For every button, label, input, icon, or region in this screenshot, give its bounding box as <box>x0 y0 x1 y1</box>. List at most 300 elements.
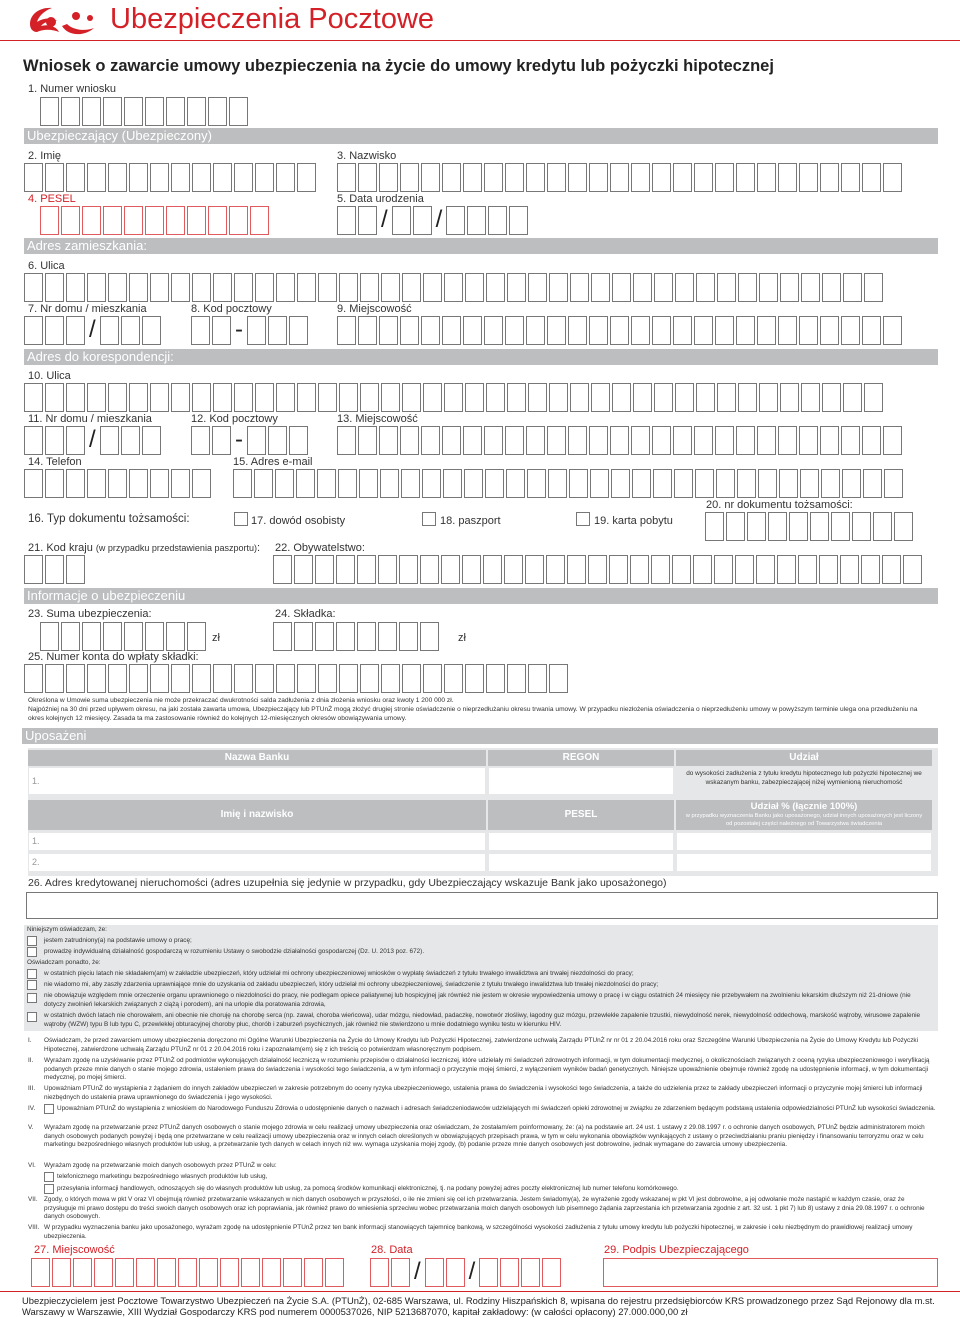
char-box[interactable] <box>129 383 148 412</box>
char-box[interactable] <box>24 316 43 345</box>
char-box[interactable] <box>506 469 525 498</box>
char-box[interactable] <box>528 273 547 302</box>
char-box[interactable] <box>213 664 232 693</box>
char-box[interactable] <box>297 163 316 192</box>
char-box[interactable] <box>192 383 211 412</box>
char-box[interactable] <box>443 469 462 498</box>
char-box[interactable] <box>262 1258 281 1287</box>
char-box[interactable] <box>757 163 776 192</box>
char-box[interactable] <box>212 426 231 455</box>
char-box[interactable] <box>40 622 59 651</box>
char-box[interactable] <box>399 555 418 584</box>
char-box[interactable] <box>66 163 85 192</box>
char-box[interactable] <box>108 273 127 302</box>
char-box[interactable] <box>423 273 442 302</box>
char-box[interactable] <box>254 469 273 498</box>
char-box[interactable] <box>61 622 80 651</box>
char-box[interactable] <box>759 273 778 302</box>
person-share-2[interactable] <box>676 853 932 872</box>
char-box[interactable] <box>87 273 106 302</box>
char-box[interactable] <box>24 383 43 412</box>
char-box[interactable] <box>463 316 482 345</box>
char-box[interactable] <box>675 383 694 412</box>
checkbox-health-2[interactable] <box>27 980 37 990</box>
char-box[interactable] <box>463 426 482 455</box>
char-box[interactable] <box>694 316 713 345</box>
char-box[interactable] <box>378 555 397 584</box>
char-box[interactable] <box>318 273 337 302</box>
char-box[interactable] <box>862 316 881 345</box>
char-box[interactable] <box>358 316 377 345</box>
char-box[interactable] <box>423 383 442 412</box>
char-box[interactable] <box>391 1258 410 1287</box>
char-box[interactable] <box>150 664 169 693</box>
char-box[interactable] <box>801 273 820 302</box>
char-box[interactable] <box>150 469 169 498</box>
char-box[interactable] <box>652 163 671 192</box>
char-box[interactable] <box>66 664 85 693</box>
char-box[interactable] <box>672 555 691 584</box>
char-box[interactable] <box>129 163 148 192</box>
sign-date-boxes[interactable] <box>370 1258 561 1287</box>
char-box[interactable] <box>717 383 736 412</box>
char-box[interactable] <box>45 383 64 412</box>
char-box[interactable] <box>24 163 43 192</box>
char-box[interactable] <box>358 206 377 235</box>
char-box[interactable] <box>591 383 610 412</box>
char-box[interactable] <box>166 97 185 126</box>
char-box[interactable] <box>82 206 101 235</box>
char-box[interactable] <box>379 426 398 455</box>
char-box[interactable] <box>526 316 545 345</box>
char-box[interactable] <box>799 163 818 192</box>
char-box[interactable] <box>484 316 503 345</box>
char-box[interactable] <box>631 316 650 345</box>
char-box[interactable] <box>45 664 64 693</box>
id-number-boxes[interactable] <box>705 512 913 541</box>
char-box[interactable] <box>421 316 440 345</box>
char-box[interactable] <box>549 383 568 412</box>
char-box[interactable] <box>486 664 505 693</box>
char-box[interactable] <box>233 469 252 498</box>
char-box[interactable] <box>591 273 610 302</box>
char-box[interactable] <box>66 469 85 498</box>
checkbox-nfz[interactable] <box>44 1104 54 1114</box>
char-box[interactable] <box>542 1258 561 1287</box>
char-box[interactable] <box>108 469 127 498</box>
char-box[interactable] <box>800 469 819 498</box>
char-box[interactable] <box>467 206 486 235</box>
char-box[interactable] <box>861 555 880 584</box>
char-box[interactable] <box>589 163 608 192</box>
char-box[interactable] <box>276 664 295 693</box>
char-box[interactable] <box>276 163 295 192</box>
char-box[interactable] <box>884 469 903 498</box>
char-box[interactable] <box>255 383 274 412</box>
char-box[interactable] <box>653 469 672 498</box>
char-box[interactable] <box>864 383 883 412</box>
char-box[interactable] <box>696 273 715 302</box>
char-box[interactable] <box>610 163 629 192</box>
char-box[interactable] <box>589 426 608 455</box>
char-box[interactable] <box>73 1258 92 1287</box>
checkbox-email-marketing[interactable] <box>44 1184 54 1194</box>
char-box[interactable] <box>370 1258 389 1287</box>
premium-boxes[interactable] <box>273 622 439 651</box>
char-box[interactable] <box>378 622 397 651</box>
char-box[interactable] <box>255 163 274 192</box>
char-box[interactable] <box>66 383 85 412</box>
char-box[interactable] <box>66 426 85 455</box>
char-box[interactable] <box>801 383 820 412</box>
char-box[interactable] <box>108 383 127 412</box>
char-box[interactable] <box>273 555 292 584</box>
char-box[interactable] <box>863 469 882 498</box>
char-box[interactable] <box>24 426 43 455</box>
char-box[interactable] <box>446 1258 465 1287</box>
char-box[interactable] <box>276 273 295 302</box>
char-box[interactable] <box>820 426 839 455</box>
char-box[interactable] <box>486 273 505 302</box>
char-box[interactable] <box>632 469 651 498</box>
char-box[interactable] <box>715 316 734 345</box>
char-box[interactable] <box>841 426 860 455</box>
char-box[interactable] <box>864 273 883 302</box>
char-box[interactable] <box>268 316 287 345</box>
char-box[interactable] <box>318 664 337 693</box>
char-box[interactable] <box>400 316 419 345</box>
sum-insured-boxes[interactable] <box>40 622 206 651</box>
char-box[interactable] <box>484 426 503 455</box>
char-box[interactable] <box>425 1258 444 1287</box>
char-box[interactable] <box>45 426 64 455</box>
char-box[interactable] <box>694 163 713 192</box>
char-box[interactable] <box>780 383 799 412</box>
char-box[interactable] <box>66 555 85 584</box>
char-box[interactable] <box>87 163 106 192</box>
char-box[interactable] <box>821 469 840 498</box>
char-box[interactable] <box>142 426 161 455</box>
char-box[interactable] <box>129 664 148 693</box>
char-box[interactable] <box>756 555 775 584</box>
char-box[interactable] <box>145 97 164 126</box>
char-box[interactable] <box>360 273 379 302</box>
char-box[interactable] <box>714 555 733 584</box>
char-box[interactable] <box>590 469 609 498</box>
char-box[interactable] <box>338 469 357 498</box>
char-box[interactable] <box>843 383 862 412</box>
char-box[interactable] <box>779 469 798 498</box>
char-box[interactable] <box>652 316 671 345</box>
char-box[interactable] <box>247 426 266 455</box>
char-box[interactable] <box>192 664 211 693</box>
char-box[interactable] <box>504 555 523 584</box>
char-box[interactable] <box>747 512 766 541</box>
char-box[interactable] <box>757 426 776 455</box>
corr-house-number-boxes[interactable] <box>24 426 161 455</box>
char-box[interactable] <box>100 426 119 455</box>
char-box[interactable] <box>171 469 190 498</box>
char-box[interactable] <box>894 512 913 541</box>
char-box[interactable] <box>187 97 206 126</box>
char-box[interactable] <box>768 512 787 541</box>
char-box[interactable] <box>507 273 526 302</box>
char-box[interactable] <box>380 469 399 498</box>
char-box[interactable] <box>381 383 400 412</box>
char-box[interactable] <box>192 469 211 498</box>
char-box[interactable] <box>392 206 411 235</box>
char-box[interactable] <box>759 383 778 412</box>
char-box[interactable] <box>52 1258 71 1287</box>
char-box[interactable] <box>611 469 630 498</box>
char-box[interactable] <box>171 163 190 192</box>
char-box[interactable] <box>357 555 376 584</box>
checkbox-employed[interactable] <box>27 936 37 946</box>
char-box[interactable] <box>486 383 505 412</box>
person-row-1[interactable] <box>28 832 486 851</box>
char-box[interactable] <box>315 555 334 584</box>
char-box[interactable] <box>777 555 796 584</box>
char-box[interactable] <box>738 383 757 412</box>
char-box[interactable] <box>525 555 544 584</box>
char-box[interactable] <box>283 1258 302 1287</box>
birth-date-boxes[interactable] <box>337 206 528 235</box>
char-box[interactable] <box>423 664 442 693</box>
char-box[interactable] <box>507 664 526 693</box>
char-box[interactable] <box>505 426 524 455</box>
char-box[interactable] <box>483 555 502 584</box>
char-box[interactable] <box>24 555 43 584</box>
char-box[interactable] <box>213 163 232 192</box>
char-box[interactable] <box>103 206 122 235</box>
char-box[interactable] <box>115 1258 134 1287</box>
checkbox-id-card[interactable] <box>234 512 248 526</box>
char-box[interactable] <box>633 383 652 412</box>
char-box[interactable] <box>546 555 565 584</box>
checkbox-self-employed[interactable] <box>27 947 37 957</box>
char-box[interactable] <box>631 426 650 455</box>
char-box[interactable] <box>484 163 503 192</box>
char-box[interactable] <box>61 206 80 235</box>
char-box[interactable] <box>549 664 568 693</box>
char-box[interactable] <box>208 97 227 126</box>
char-box[interactable] <box>842 469 861 498</box>
char-box[interactable] <box>250 206 269 235</box>
char-box[interactable] <box>339 664 358 693</box>
char-box[interactable] <box>187 206 206 235</box>
char-box[interactable] <box>315 622 334 651</box>
char-box[interactable] <box>359 469 378 498</box>
char-box[interactable] <box>505 316 524 345</box>
char-box[interactable] <box>45 469 64 498</box>
char-box[interactable] <box>673 426 692 455</box>
char-box[interactable] <box>268 426 287 455</box>
char-box[interactable] <box>294 555 313 584</box>
char-box[interactable] <box>379 163 398 192</box>
char-box[interactable] <box>304 1258 323 1287</box>
email-boxes[interactable] <box>233 469 903 498</box>
char-box[interactable] <box>778 316 797 345</box>
char-box[interactable] <box>358 426 377 455</box>
char-box[interactable] <box>339 383 358 412</box>
char-box[interactable] <box>612 383 631 412</box>
char-box[interactable] <box>150 383 169 412</box>
char-box[interactable] <box>399 622 418 651</box>
char-box[interactable] <box>568 163 587 192</box>
char-box[interactable] <box>402 383 421 412</box>
application-number-boxes[interactable] <box>40 97 248 126</box>
corr-street-boxes[interactable] <box>24 383 883 412</box>
char-box[interactable] <box>695 469 714 498</box>
char-box[interactable] <box>66 316 85 345</box>
char-box[interactable] <box>567 555 586 584</box>
char-box[interactable] <box>360 383 379 412</box>
char-box[interactable] <box>191 426 210 455</box>
char-box[interactable] <box>778 426 797 455</box>
char-box[interactable] <box>276 383 295 412</box>
char-box[interactable] <box>446 206 465 235</box>
char-box[interactable] <box>294 622 313 651</box>
char-box[interactable] <box>192 273 211 302</box>
char-box[interactable] <box>150 163 169 192</box>
char-box[interactable] <box>297 383 316 412</box>
char-box[interactable] <box>694 426 713 455</box>
char-box[interactable] <box>229 97 248 126</box>
char-box[interactable] <box>726 512 745 541</box>
char-box[interactable] <box>234 383 253 412</box>
char-box[interactable] <box>547 426 566 455</box>
citizenship-boxes[interactable] <box>273 555 922 584</box>
char-box[interactable] <box>318 383 337 412</box>
char-box[interactable] <box>840 555 859 584</box>
checkbox-passport[interactable] <box>422 512 436 526</box>
char-box[interactable] <box>171 664 190 693</box>
char-box[interactable] <box>108 163 127 192</box>
char-box[interactable] <box>108 664 127 693</box>
char-box[interactable] <box>610 316 629 345</box>
char-box[interactable] <box>255 273 274 302</box>
char-box[interactable] <box>297 273 316 302</box>
char-box[interactable] <box>589 316 608 345</box>
char-box[interactable] <box>337 206 356 235</box>
char-box[interactable] <box>820 163 839 192</box>
char-box[interactable] <box>103 622 122 651</box>
char-box[interactable] <box>87 383 106 412</box>
pesel-boxes[interactable] <box>40 206 269 235</box>
char-box[interactable] <box>358 163 377 192</box>
char-box[interactable] <box>297 664 316 693</box>
char-box[interactable] <box>444 273 463 302</box>
char-box[interactable] <box>212 316 231 345</box>
char-box[interactable] <box>549 273 568 302</box>
house-number-boxes[interactable] <box>24 316 161 345</box>
char-box[interactable] <box>187 622 206 651</box>
char-box[interactable] <box>381 273 400 302</box>
street-boxes[interactable] <box>24 273 883 302</box>
char-box[interactable] <box>255 664 274 693</box>
char-box[interactable] <box>191 316 210 345</box>
char-box[interactable] <box>275 469 294 498</box>
char-box[interactable] <box>464 469 483 498</box>
char-box[interactable] <box>799 316 818 345</box>
char-box[interactable] <box>716 469 735 498</box>
char-box[interactable] <box>822 273 841 302</box>
char-box[interactable] <box>121 426 140 455</box>
char-box[interactable] <box>843 273 862 302</box>
char-box[interactable] <box>810 512 829 541</box>
char-box[interactable] <box>852 512 871 541</box>
char-box[interactable] <box>612 273 631 302</box>
char-box[interactable] <box>631 163 650 192</box>
char-box[interactable] <box>883 163 902 192</box>
char-box[interactable] <box>822 383 841 412</box>
char-box[interactable] <box>569 469 588 498</box>
postal-code-boxes[interactable] <box>191 316 308 345</box>
person-pesel-1[interactable] <box>488 832 674 851</box>
char-box[interactable] <box>528 383 547 412</box>
corr-city-boxes[interactable] <box>337 426 902 455</box>
char-box[interactable] <box>82 622 101 651</box>
char-box[interactable] <box>24 469 43 498</box>
char-box[interactable] <box>883 426 902 455</box>
char-box[interactable] <box>129 273 148 302</box>
char-box[interactable] <box>693 555 712 584</box>
char-box[interactable] <box>241 1258 260 1287</box>
char-box[interactable] <box>420 622 439 651</box>
char-box[interactable] <box>509 206 528 235</box>
char-box[interactable] <box>220 1258 239 1287</box>
phone-boxes[interactable] <box>24 469 211 498</box>
char-box[interactable] <box>758 469 777 498</box>
char-box[interactable] <box>675 273 694 302</box>
char-box[interactable] <box>903 555 922 584</box>
char-box[interactable] <box>103 97 122 126</box>
char-box[interactable] <box>500 1258 519 1287</box>
char-box[interactable] <box>45 273 64 302</box>
char-box[interactable] <box>735 555 754 584</box>
char-box[interactable] <box>421 163 440 192</box>
char-box[interactable] <box>289 316 308 345</box>
char-box[interactable] <box>465 383 484 412</box>
char-box[interactable] <box>633 273 652 302</box>
char-box[interactable] <box>862 426 881 455</box>
char-box[interactable] <box>442 316 461 345</box>
char-box[interactable] <box>124 622 143 651</box>
char-box[interactable] <box>738 273 757 302</box>
char-box[interactable] <box>883 316 902 345</box>
checkbox-health-1[interactable] <box>27 969 37 979</box>
char-box[interactable] <box>337 163 356 192</box>
char-box[interactable] <box>444 383 463 412</box>
checkbox-residence-card[interactable] <box>576 512 590 526</box>
char-box[interactable] <box>142 316 161 345</box>
char-box[interactable] <box>229 206 248 235</box>
char-box[interactable] <box>442 163 461 192</box>
place-boxes[interactable] <box>31 1258 344 1287</box>
char-box[interactable] <box>234 273 253 302</box>
char-box[interactable] <box>527 469 546 498</box>
char-box[interactable] <box>400 426 419 455</box>
char-box[interactable] <box>654 383 673 412</box>
char-box[interactable] <box>234 664 253 693</box>
char-box[interactable] <box>402 664 421 693</box>
char-box[interactable] <box>82 97 101 126</box>
char-box[interactable] <box>831 512 850 541</box>
char-box[interactable] <box>337 316 356 345</box>
char-box[interactable] <box>841 163 860 192</box>
checkbox-phone-marketing[interactable] <box>44 1172 54 1182</box>
char-box[interactable] <box>737 469 756 498</box>
